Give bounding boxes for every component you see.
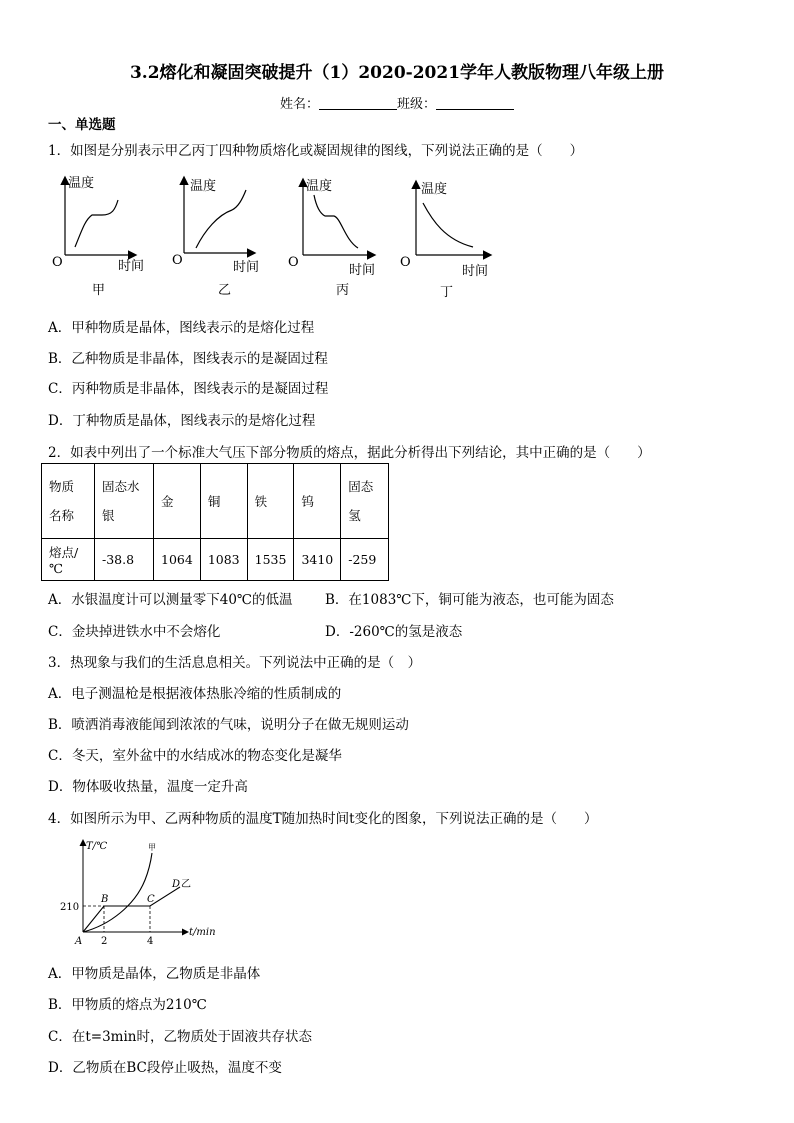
class-blank (436, 97, 514, 110)
table-header-cell: 金 (154, 464, 201, 539)
q4-stem: 4．如图所示为甲、乙两种物质的温度T随加热时间t变化的图象，下列说法正确的是（ ） (48, 811, 598, 827)
graph-ding-origin: O (400, 255, 411, 270)
name-blank (319, 97, 397, 110)
q3-option-a: A．电子测温枪是根据液体热胀冷缩的性质制成的 (48, 686, 342, 702)
q4-option-c: C．在t=3min时，乙物质处于固液共存状态 (48, 1029, 312, 1045)
name-label: 姓名： (279, 97, 319, 112)
graph-bing-caption: 丙 (336, 283, 350, 298)
graph-yi-ylabel: 温度 (190, 179, 217, 194)
melting-point-table (41, 463, 389, 581)
graph-jia-xlabel: 时间 (118, 259, 145, 274)
q4-series-jia-label: 甲 (148, 843, 156, 852)
graph-bing-xlabel: 时间 (349, 263, 376, 278)
series-yi-line (83, 887, 180, 932)
q1-option-a: A．甲种物质是晶体，图线表示的是熔化过程 (48, 320, 315, 336)
q4-xlabel: t/min (189, 927, 216, 938)
table-header-cell: 物质 名称 (42, 464, 95, 539)
q4-point-a: A (75, 936, 83, 947)
table-header-cell: 固态水 银 (95, 464, 154, 539)
q2-option-d: D．-260℃的氢是液态 (325, 624, 463, 640)
q3-option-b: B．喷洒消毒液能闻到浓浓的气味，说明分子在做无规则运动 (48, 717, 409, 733)
q1-stem: 1．如图是分别表示甲乙丙丁四种物质熔化或凝固规律的图线，下列说法正确的是（ ） (48, 143, 584, 159)
table-cell: -38.8 (95, 539, 154, 581)
q2-stem: 2．如表中列出了一个标准大气压下部分物质的熔点，据此分析得出下列结论，其中正确的是（ ） (48, 445, 651, 461)
section-heading: 一、单选题 (48, 117, 116, 133)
q1-graphs (40, 170, 510, 305)
graph-ding (400, 181, 490, 300)
table-cell: -259 (341, 539, 389, 581)
q2-option-c: C．金块掉进铁水中不会熔化 (48, 624, 221, 640)
q3-option-d: D．物体吸收热量，温度一定升高 (48, 779, 248, 795)
graph-ding-xlabel: 时间 (462, 264, 489, 279)
q4-point-c: C (147, 894, 155, 905)
graph-yi-xlabel: 时间 (233, 260, 260, 275)
q4-point-b: B (101, 894, 109, 905)
series-jia-curve (83, 853, 152, 932)
q4-xtick-4: 4 (147, 936, 154, 947)
q4-option-d: D．乙物质在BC段停止吸热，温度不变 (48, 1060, 282, 1076)
q4-point-d: D (172, 879, 181, 890)
q1-option-c: C．丙种物质是非晶体，图线表示的是凝固过程 (48, 381, 329, 397)
q4-option-a: A．甲物质是晶体，乙物质是非晶体 (48, 966, 261, 982)
q3-stem: 3．热现象与我们的生活息息相关。下列说法中正确的是（ ） (48, 655, 422, 671)
graph-jia-caption: 甲 (92, 283, 106, 298)
table-cell: 熔点/℃ (42, 539, 95, 581)
graph-yi-caption: 乙 (218, 283, 232, 298)
table-row (42, 464, 389, 539)
q4-option-b: B．甲物质的熔点为210℃ (48, 997, 207, 1013)
table-cell: 1083 (200, 539, 247, 581)
class-label: 班级： (397, 97, 437, 112)
graph-bing-ylabel: 温度 (306, 179, 333, 194)
graph-jia (52, 175, 144, 298)
table-header-cell: 铜 (200, 464, 247, 539)
table-header-cell: 铁 (247, 464, 294, 539)
graph-bing (288, 178, 375, 298)
table-cell: 1064 (154, 539, 201, 581)
graph-yi (172, 178, 259, 298)
graph-jia-origin: O (52, 255, 63, 270)
name-class-line (0, 93, 794, 112)
table-header-cell: 固态 氢 (341, 464, 389, 539)
table-header-cell: 钨 (294, 464, 341, 539)
q4-graph (55, 835, 230, 950)
q4-ytick-210: 210 (60, 902, 80, 913)
graph-ding-caption: 丁 (440, 285, 454, 300)
q4-series-yi-label: 乙 (181, 879, 191, 890)
graph-ding-ylabel: 温度 (421, 182, 448, 197)
page-title: 3.2熔化和凝固突破提升（1）2020-2021学年人教版物理八年级上册 (129, 63, 665, 83)
table-cell: 3410 (294, 539, 341, 581)
q1-option-b: B．乙种物质是非晶体，图线表示的是凝固过程 (48, 351, 328, 367)
q2-option-b: B．在1083℃下，铜可能为液态，也可能为固态 (325, 592, 614, 608)
table-row (42, 539, 389, 581)
graph-yi-origin: O (172, 253, 183, 268)
q4-ylabel: T/℃ (86, 841, 108, 852)
q4-xtick-2: 2 (101, 936, 108, 947)
q2-option-a: A．水银温度计可以测量零下40℃的低温 (48, 592, 293, 608)
q1-option-d: D．丁种物质是晶体，图线表示的是熔化过程 (48, 413, 316, 429)
graph-bing-origin: O (288, 255, 299, 270)
q3-option-c: C．冬天，室外盆中的水结成冰的物态变化是凝华 (48, 748, 342, 764)
graph-jia-ylabel: 温度 (68, 176, 95, 191)
table-cell: 1535 (247, 539, 294, 581)
